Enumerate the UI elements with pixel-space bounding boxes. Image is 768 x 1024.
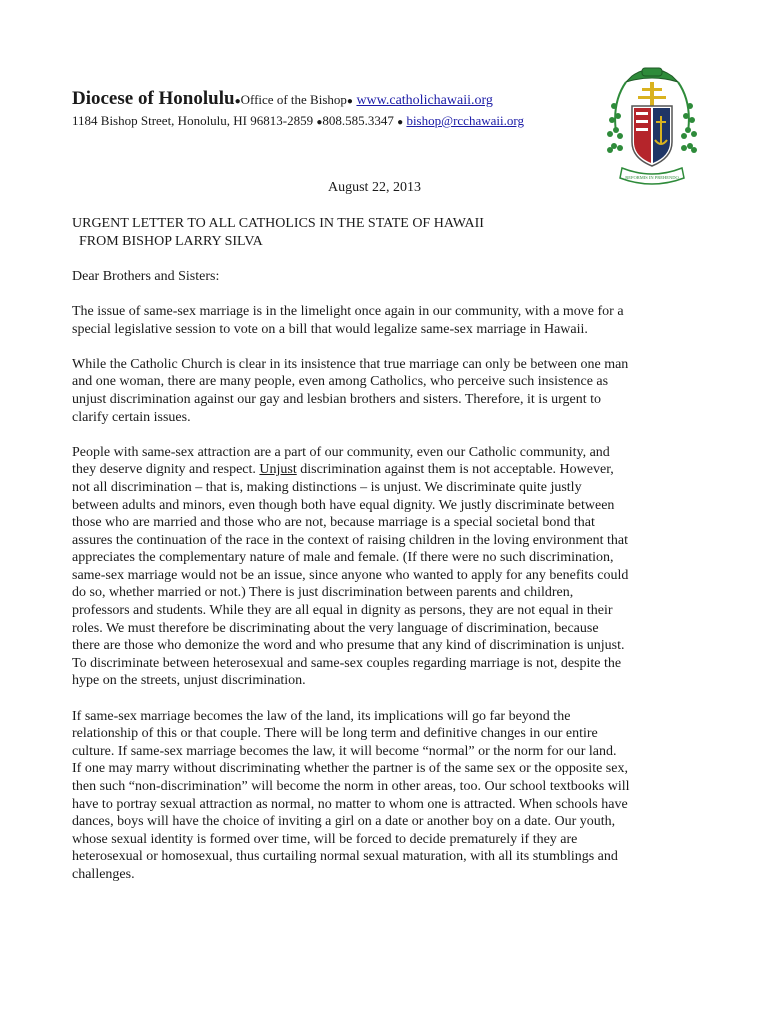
bullet-separator: ● <box>316 117 323 128</box>
text-line: discrimination against them is not acceptable. However, <box>296 462 614 478</box>
letter-date: August 22, 2013 <box>328 180 421 195</box>
letterhead-line-2 <box>72 112 592 132</box>
text-line: do so, whether married or not.) There is just discrimination between parents and children, <box>72 585 574 601</box>
coat-of-arms-icon <box>606 62 698 190</box>
phone-number: 808.585.3347 <box>322 113 394 128</box>
text-line: The issue of same-sex marriage is in the limelight once again in our community, with a move for a <box>72 303 624 319</box>
text-line: those who are married and those who are not, because marriage is a special societal bond that <box>72 515 595 531</box>
text-line: not all discrimination – that is, making distinctions – is unjust. We discriminate quite justly <box>72 479 582 495</box>
subject-line: FROM BISHOP LARRY SILVA <box>72 233 263 249</box>
text-line: appreciates the complementary nature of male and female. (If there were no such discrimination, <box>72 550 614 566</box>
text-line: challenges. <box>72 866 135 882</box>
text-line: heterosexual or homosexual, thus curtailing normal sexual maturation, with all its stumblings and <box>72 849 618 865</box>
text-line: and one woman, there are many people, even among Catholics, who perceive such insistence as <box>72 374 609 390</box>
text-line: People with same-sex attraction are a part of our community, even our Catholic community, and <box>72 444 610 460</box>
text-line: While the Catholic Church is clear in its insistence that true marriage can only be between one man <box>72 356 629 372</box>
text-line: unjust discrimination against our gay and lesbian brothers and sisters. Therefore, it is urgent to <box>72 391 602 407</box>
text-line: then such “non-discrimination” will become the norm in other areas, too. Our school textbooks will <box>72 779 630 794</box>
text-line: hype on the streets, unjust discrimination. <box>72 673 306 689</box>
text-line: they deserve dignity and respect. <box>72 462 260 478</box>
text-line: special legislative session to vote on a bill that would legalize same-sex marriage in Hawaii. <box>72 321 588 337</box>
text-line: To discriminate between heterosexual and same-sex couples regarding marriage is not, despite the <box>72 655 622 671</box>
letterhead <box>72 90 592 132</box>
text-line: professors and students. While they are all equal in dignity as persons, they are not equal in their <box>72 603 613 619</box>
text-line: relationship of this or that couple. There will be long term and definitive changes in our entire <box>72 726 598 742</box>
text-line: have to portray sexual attraction as normal, no matter to whom one is attracted. When schools have <box>72 796 628 812</box>
crest-motto: REFORMIS IN PREHENDO <box>625 175 679 180</box>
diocese-name: Diocese of Honolulu <box>72 88 235 109</box>
bullet-separator: ● <box>346 96 353 107</box>
paragraph-2 <box>72 356 684 426</box>
letter-body <box>72 215 684 901</box>
text-line: clarify certain issues. <box>72 409 191 425</box>
text-line: between adults and minors, even though both have equal dignity. We justly discriminate between <box>72 497 615 513</box>
salutation: Dear Brothers and Sisters: <box>72 268 220 284</box>
text-line: whose sexual identity is formed over time, will be forced to decide prematurely if they are <box>72 831 578 847</box>
text-line: same-sex marriage would not be an issue, since anyone who wanted to apply for any benefits could <box>72 567 629 583</box>
email-link[interactable]: bishop@rcchawaii.org <box>406 113 524 128</box>
text-line: If one may marry without discriminating whether the partner is of the same sex or the opposite sex, <box>72 761 628 777</box>
street-address: 1184 Bishop Street, Honolulu, HI 96813-2859 <box>72 113 314 128</box>
letterhead-line-1 <box>72 90 592 111</box>
bullet-separator: ● <box>234 96 241 107</box>
underlined-word: Unjust <box>259 462 297 478</box>
paragraph-3 <box>72 444 684 690</box>
text-line: culture. If same-sex marriage becomes the law, it will become “normal” or the norm for our land. <box>72 743 617 759</box>
office-name: Office of the Bishop <box>240 92 347 107</box>
subject-line: URGENT LETTER TO ALL CATHOLICS IN THE STATE OF HAWAII <box>72 216 484 231</box>
bullet-separator: ● <box>397 117 404 128</box>
text-line: there are those who demonize the word and who presume that any kind of discrimination is unjust. <box>72 638 625 654</box>
text-line: roles. We must therefore be discriminating about the very language of discrimination, because <box>72 620 599 636</box>
website-link[interactable]: www.catholichawaii.org <box>356 93 493 108</box>
letter-subject <box>72 215 684 250</box>
text-line: assures the continuation of the race in the context of raising children in the loving environment that <box>72 532 628 548</box>
paragraph-1 <box>72 303 684 338</box>
text-line: If same-sex marriage becomes the law of the land, its implications will go far beyond the <box>72 708 571 724</box>
paragraph-4 <box>72 708 684 884</box>
text-line: dances, boys will have the choice of inviting a girl on a date or another boy on a date. Our youth, <box>72 814 616 830</box>
